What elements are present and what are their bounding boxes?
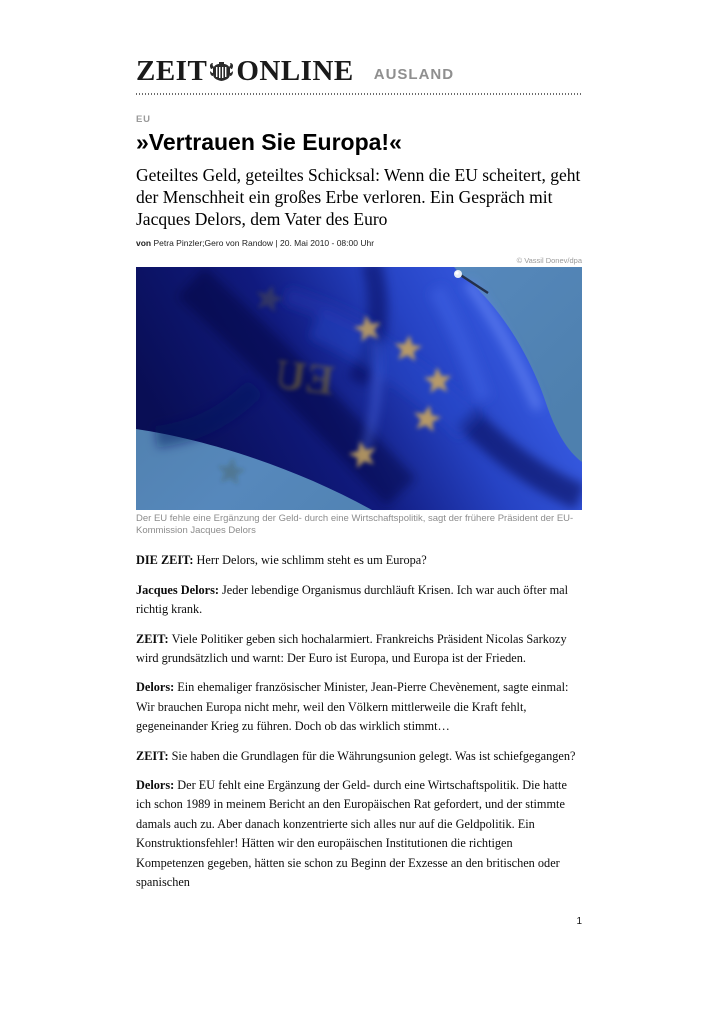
paragraph [136,776,582,892]
speaker-label: ZEIT: [136,748,169,763]
image-caption: Der EU fehle eine Ergänzung der Geld- durch eine Wirtschaftspolitik, sagt der frühere Präsident der EU-Kommission Jacques Delors [136,513,574,536]
paragraph-text: Herr Delors, wie schlimm steht es um Europa? [196,553,427,568]
flag-eu-lettering [273,352,337,405]
speaker-label: Delors: [136,680,175,695]
paragraph-text: Der EU fehlt eine Ergänzung der Geld- durch eine Wirtschaftspolitik. Die hatte ich schon 1989 in meinem Bericht an den Europäischen Rat gefordert, und der stimmte damals auch zu. Aber danach konzentrierte sich alles nur auf die Geldpolitik. Ein Konstruktionsfehler! Hätten wir den europäischen Institutionen die richtigen Kompetenzen gegeben, hätten sie schon zu Beginn der Exzesse an den britischen oder spanischen [136,777,567,889]
paragraph-text: Ein ehemaliger französischer Minister, Jean-Pierre Chevènement, sagte einmal: Wir brauchen Europa nicht mehr, weil den Völkern mittlerweile die Kraft fehlt, gegeneinander Krieg zu führen. Doch ob das wirklich stimmt… [136,680,569,734]
article-subheadline: Geteiltes Geld, geteiltes Schicksal: Wenn die EU scheitert, geht der Menschheit ein großes Erbe verloren. Ein Gespräch mit Jacques Delors, dem Vater des Euro [136,165,581,230]
image-credit: © Vassil Donev/dpa [516,256,582,266]
page-number: 1 [576,916,582,927]
zeit-crest-icon [208,59,235,84]
content-column [136,0,582,902]
article-kicker: EU [136,114,151,125]
logo-text-zeit: ZEIT [136,55,208,87]
byline-separator: | [275,238,278,249]
speaker-label: Delors: [136,777,175,792]
zeit-online-logo [136,57,354,86]
section-label: AUSLAND [373,66,455,83]
article-headline: »Vertrauen Sie Europa!« [136,129,402,155]
byline-date: 20. Mai 2010 - 08:00 Uhr [280,238,375,249]
speaker-label: Jacques Delors: [136,582,219,597]
paragraph [136,678,582,736]
masthead-divider [136,93,582,95]
paragraph-text: Jeder lebendige Organismus durchläuft Krisen. Ich war auch öfter mal richtig krank. [136,582,569,617]
paragraph [136,630,582,669]
paragraph-text: Sie haben die Grundlagen für die Währungsunion gelegt. Was ist schiefgegangen? [171,748,576,763]
article-body [136,551,582,892]
svg-text:EU: EU [272,352,337,406]
article-byline [136,238,582,248]
speaker-label: DIE ZEIT: [136,553,194,568]
paragraph [136,581,582,620]
masthead [136,57,582,86]
byline-authors: Petra Pinzler;Gero von Randow [153,238,274,249]
paragraph [136,747,582,766]
logo-text-online: ONLINE [236,55,354,87]
article-photo-eu-flag [136,267,582,510]
byline-prefix: von [136,238,152,249]
speaker-label: ZEIT: [136,631,169,646]
paragraph [136,551,582,570]
paragraph-text: Viele Politiker geben sich hochalarmiert. Frankreichs Präsident Nicolas Sarkozy wird grundsätzlich und warnt: Der Euro ist Europa, und Europa ist der Frieden. [136,631,567,665]
